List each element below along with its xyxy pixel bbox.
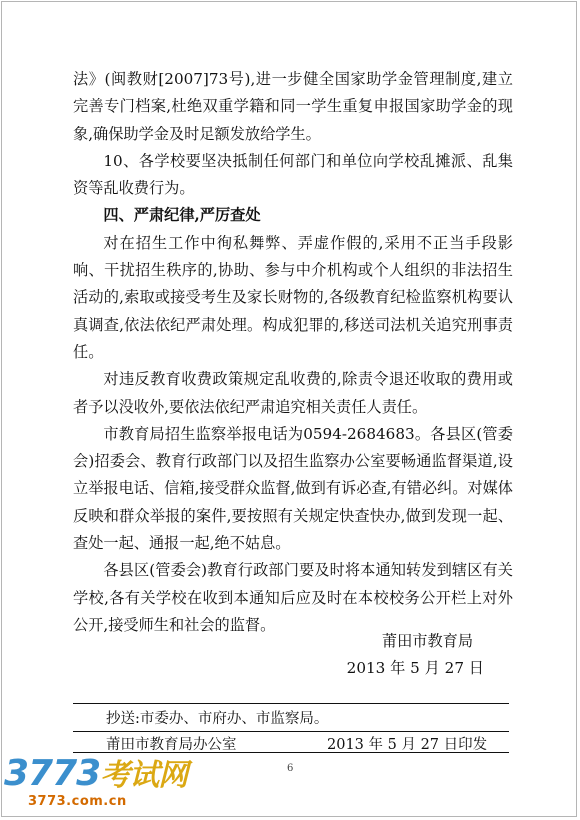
print-date: 2013 年 5 月 27 日印发 [327,737,488,753]
watermark-logo [4,750,187,794]
signature-org: 莆田市教育局 [381,632,473,650]
page-number: 6 [287,763,294,774]
paragraph-discipline-fees: 对违反教育收费政策规定乱收费的,除责令退还收取的费用或者予以没收外,要依法依纪严肃追究相关责任人责任。 [73,370,513,416]
section-heading-discipline: 四、严肃纪律,严厉查处 [103,206,261,225]
paragraph-hotline: 市教育局招生监察举报电话为0594-2684683。各县区(管委会)招委会、教育行政部门以及招生监察办公室要畅通监督渠道,设立举报电话、信箱,接受群众监督,做到有诉必查,有错必纠。对媒体反映和群众举报的案件,要按照有关规定快查快办,做到发现一起、查处一起、通报一起,绝不姑息。 [73,424,513,553]
paragraph-forward-notice: 各县区(管委会)教育行政部门要及时将本通知转发到辖区有关学校,各有关学校在收到本通知后应及时在本校校务公开栏上对外公开,接受师生和社会的监督。 [73,561,513,634]
print-office: 莆田市教育局办公室 [106,737,237,753]
signature-block [347,628,484,682]
footer-rule-top [73,703,509,704]
watermark-logo-digits: 3773 [4,753,101,794]
cc-line: 抄送:市委办、市府办、市监察局。 [106,711,329,727]
watermark-url: 3773.com.cn [28,794,127,809]
signature-date: 2013 年 5 月 27 日 [346,659,484,677]
paragraph-discipline-admissions: 对在招生工作中徇私舞弊、弄虚作假的,采用不正当手段影响、干扰招生秩序的,协助、参与中介机构或个人组织的非法招生活动的,索取或接受考生及家长财物的,各级教育纪检监察机构要认真调查,依法依纪严肃处理。构成犯罪的,移送司法机关追究刑事责任。 [73,233,513,361]
watermark-logo-word: 考试网 [100,758,188,793]
footer-rule-middle [73,731,509,732]
paragraph-item-10: 10、各学校要坚决抵制任何部门和单位向学校乱摊派、乱集资等乱收费行为。 [73,151,513,198]
paragraph-intro: 法》(闽教财[2007]73号),进一步健全国家助学金管理制度,建立完善专门档案,杜绝双重学籍和同一学生重复申报国家助学金的现象,确保助学金及时足额发放给学生。 [73,70,513,143]
document-body [73,66,513,639]
